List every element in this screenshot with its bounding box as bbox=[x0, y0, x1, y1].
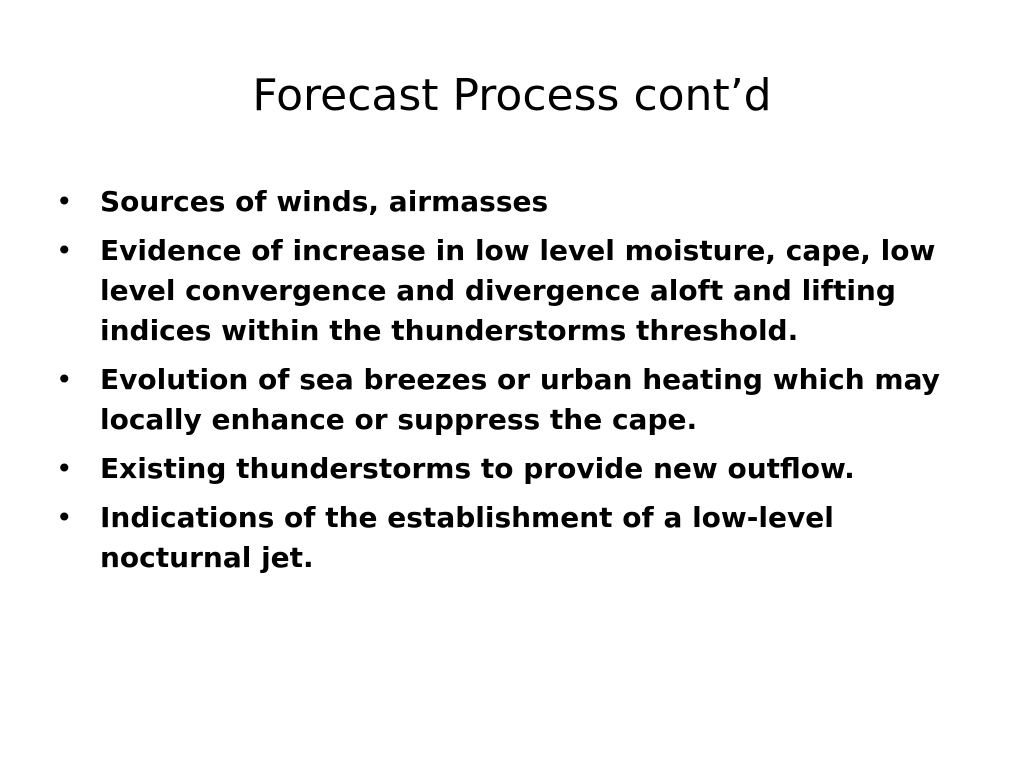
bullet-text: Evidence of increase in low level moisture, cape, low level convergence and divergence aloft and lifting indices within the thunderstorms threshold. bbox=[100, 234, 936, 347]
bullet-item-existing-thunderstorms bbox=[56, 449, 966, 489]
bullet-icon: • bbox=[56, 452, 73, 485]
bullet-text: Sources of winds, airmasses bbox=[100, 185, 549, 218]
bullet-list bbox=[56, 182, 966, 587]
bullet-icon: • bbox=[56, 363, 73, 396]
bullet-text: Evolution of sea breezes or urban heating which may locally enhance or suppress the cape. bbox=[100, 363, 940, 436]
bullet-icon: • bbox=[56, 185, 73, 218]
bullet-icon: • bbox=[56, 501, 73, 534]
bullet-text: Existing thunderstorms to provide new outflow. bbox=[100, 452, 855, 485]
bullet-text: Indications of the establishment of a low-level nocturnal jet. bbox=[100, 501, 834, 574]
bullet-item-evolution-of-sea-breezes bbox=[56, 360, 966, 440]
bullet-item-low-level-jet bbox=[56, 498, 966, 578]
bullet-item-evidence-of-moisture bbox=[56, 231, 966, 351]
slide-title: Forecast Process cont’d bbox=[252, 70, 772, 121]
bullet-icon: • bbox=[56, 234, 73, 267]
bullet-item-sources-of-winds bbox=[56, 182, 966, 222]
